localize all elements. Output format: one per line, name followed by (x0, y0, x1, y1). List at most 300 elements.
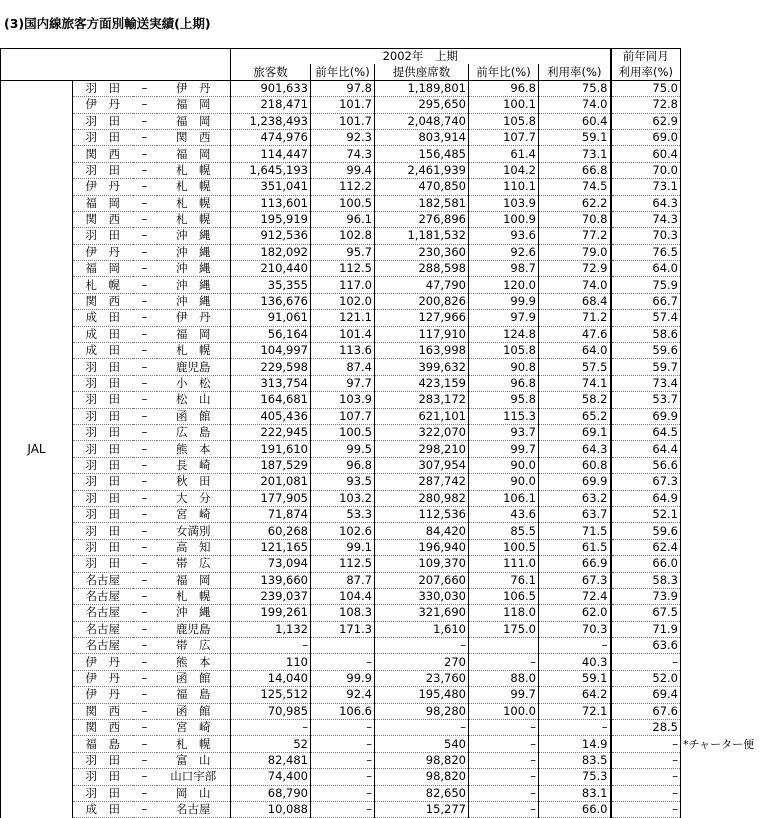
origin-cell: 関 西 (73, 211, 133, 227)
load-factor-cell: 71.5 (539, 523, 611, 539)
seats-yoy-cell: 105.8 (469, 113, 539, 129)
prev-load-factor-cell: 52.0 (611, 670, 681, 686)
route-dash: – (133, 162, 157, 178)
route-dash: – (133, 113, 157, 129)
pax-cell: 73,094 (231, 556, 311, 572)
load-factor-cell: 59.1 (539, 670, 611, 686)
load-factor-cell: 77.2 (539, 228, 611, 244)
col-header-lf-prev: 利用率(%) (611, 64, 681, 80)
origin-cell: 羽 田 (73, 80, 133, 96)
destination-cell: 函 館 (157, 703, 231, 719)
seats-cell: 117,910 (375, 326, 469, 342)
table-row (1, 801, 681, 817)
destination-cell: 札 幌 (157, 211, 231, 227)
load-factor-cell: 73.1 (539, 146, 611, 162)
destination-cell: 大 分 (157, 490, 231, 506)
seats-yoy-cell: 76.1 (469, 572, 539, 588)
seats-cell: 540 (375, 736, 469, 752)
table-row (1, 228, 681, 244)
table-row (1, 720, 681, 736)
seats-cell: 287,742 (375, 474, 469, 490)
pax-yoy-cell: 108.3 (311, 605, 375, 621)
col-header-pax-yoy: 前年比(%) (311, 64, 375, 80)
pax-yoy-cell: 96.1 (311, 211, 375, 227)
route-dash: – (133, 129, 157, 145)
destination-cell: 福 岡 (157, 146, 231, 162)
seats-yoy-cell: 100.9 (469, 211, 539, 227)
seats-cell: 2,461,939 (375, 162, 469, 178)
load-factor-cell: 70.3 (539, 621, 611, 637)
load-factor-cell: 63.7 (539, 506, 611, 522)
origin-cell: 羽 田 (73, 375, 133, 391)
origin-cell: 札 幌 (73, 277, 133, 293)
origin-cell: 名古屋 (73, 621, 133, 637)
seats-yoy-cell: 99.9 (469, 293, 539, 309)
load-factor-cell: 70.8 (539, 211, 611, 227)
origin-cell: 羽 田 (73, 769, 133, 785)
prev-load-factor-cell: 62.4 (611, 539, 681, 555)
table-row (1, 277, 681, 293)
prev-load-factor-cell: 64.3 (611, 195, 681, 211)
origin-cell: 伊 丹 (73, 670, 133, 686)
prev-load-factor-cell: 64.4 (611, 441, 681, 457)
table-body (1, 80, 681, 818)
prev-load-factor-cell: 58.3 (611, 572, 681, 588)
destination-cell: 長 崎 (157, 457, 231, 473)
seats-cell: 182,581 (375, 195, 469, 211)
origin-cell: 関 西 (73, 703, 133, 719)
load-factor-cell: 61.5 (539, 539, 611, 555)
table-row (1, 343, 681, 359)
destination-cell: 名古屋 (157, 801, 231, 817)
prev-load-factor-cell: 72.8 (611, 97, 681, 113)
pax-yoy-cell: 102.0 (311, 293, 375, 309)
prev-load-factor-cell: 69.9 (611, 408, 681, 424)
route-dash: – (133, 752, 157, 768)
load-factor-cell: 72.9 (539, 261, 611, 277)
origin-cell: 名古屋 (73, 638, 133, 654)
origin-cell: 伊 丹 (73, 179, 133, 195)
charter-note: *チャーター便 (683, 737, 755, 751)
col-header-pax: 旅客数 (231, 64, 311, 80)
pax-yoy-cell: 100.5 (311, 424, 375, 440)
destination-cell: 広 島 (157, 424, 231, 440)
destination-cell: 鹿児島 (157, 621, 231, 637)
pax-yoy-cell: 103.9 (311, 392, 375, 408)
table-row (1, 588, 681, 604)
seats-cell: 230,360 (375, 244, 469, 260)
destination-cell: 福 岡 (157, 572, 231, 588)
pax-yoy-cell: – (311, 654, 375, 670)
origin-cell: 福 島 (73, 736, 133, 752)
load-factor-cell: 64.0 (539, 343, 611, 359)
route-dash: – (133, 605, 157, 621)
table-row (1, 687, 681, 703)
table-row (1, 457, 681, 473)
load-factor-cell: 66.8 (539, 162, 611, 178)
pax-yoy-cell: 107.7 (311, 408, 375, 424)
seats-cell: 295,650 (375, 97, 469, 113)
load-factor-cell: 79.0 (539, 244, 611, 260)
route-dash: – (133, 375, 157, 391)
pax-cell: 229,598 (231, 359, 311, 375)
origin-cell: 関 西 (73, 293, 133, 309)
pax-yoy-cell: 87.7 (311, 572, 375, 588)
load-factor-cell: 72.4 (539, 588, 611, 604)
destination-cell: 山口宇部 (157, 769, 231, 785)
origin-cell: 伊 丹 (73, 654, 133, 670)
table-row (1, 310, 681, 326)
pax-yoy-cell: 117.0 (311, 277, 375, 293)
route-dash: – (133, 457, 157, 473)
seats-yoy-cell: 115.3 (469, 408, 539, 424)
prev-load-factor-cell: 59.6 (611, 343, 681, 359)
origin-cell: 関 西 (73, 720, 133, 736)
pax-yoy-cell: 87.4 (311, 359, 375, 375)
origin-cell: 羽 田 (73, 441, 133, 457)
route-dash: – (133, 195, 157, 211)
load-factor-cell: 62.0 (539, 605, 611, 621)
seats-yoy-cell: 90.8 (469, 359, 539, 375)
pax-yoy-cell: 102.8 (311, 228, 375, 244)
seats-cell: 163,998 (375, 343, 469, 359)
pax-cell: 901,633 (231, 80, 311, 96)
load-factor-cell: 83.5 (539, 752, 611, 768)
prev-load-factor-cell: 53.7 (611, 392, 681, 408)
seats-yoy-cell: 90.0 (469, 457, 539, 473)
route-dash: – (133, 293, 157, 309)
seats-yoy-cell: 118.0 (469, 605, 539, 621)
route-dash: – (133, 392, 157, 408)
prev-load-factor-cell: 70.3 (611, 228, 681, 244)
prev-year-header: 前年同月 (611, 49, 681, 65)
route-dash: – (133, 785, 157, 801)
route-dash: – (133, 539, 157, 555)
seats-yoy-cell: 110.1 (469, 179, 539, 195)
prev-load-factor-cell: 66.0 (611, 556, 681, 572)
seats-cell: 621,101 (375, 408, 469, 424)
prev-load-factor-cell: 60.4 (611, 146, 681, 162)
origin-cell: 羽 田 (73, 392, 133, 408)
load-factor-cell: 74.0 (539, 277, 611, 293)
seats-cell: 330,030 (375, 588, 469, 604)
load-factor-cell: 74.1 (539, 375, 611, 391)
prev-load-factor-cell: – (611, 752, 681, 768)
load-factor-cell: 14.9 (539, 736, 611, 752)
prev-load-factor-cell: 64.0 (611, 261, 681, 277)
pax-cell: 136,676 (231, 293, 311, 309)
route-dash: – (133, 146, 157, 162)
pax-cell: 1,645,193 (231, 162, 311, 178)
pax-yoy-cell: 106.6 (311, 703, 375, 719)
pax-yoy-cell: 171.3 (311, 621, 375, 637)
pax-cell: 14,040 (231, 670, 311, 686)
load-factor-cell: – (539, 638, 611, 654)
prev-load-factor-cell: 75.0 (611, 80, 681, 96)
prev-load-factor-cell: 70.0 (611, 162, 681, 178)
route-dash: – (133, 424, 157, 440)
pax-cell: 68,790 (231, 785, 311, 801)
seats-yoy-cell: 93.6 (469, 228, 539, 244)
seats-cell: 321,690 (375, 605, 469, 621)
table-row (1, 474, 681, 490)
prev-load-factor-cell: 74.3 (611, 211, 681, 227)
prev-load-factor-cell: 59.7 (611, 359, 681, 375)
origin-cell: 福 岡 (73, 261, 133, 277)
load-factor-cell: 72.1 (539, 703, 611, 719)
table-row (1, 408, 681, 424)
seats-yoy-cell (469, 638, 539, 654)
seats-cell: 82,650 (375, 785, 469, 801)
seats-cell: 1,181,532 (375, 228, 469, 244)
table-row (1, 293, 681, 309)
destination-cell: 函 館 (157, 670, 231, 686)
load-factor-cell: 75.3 (539, 769, 611, 785)
col-header-seats: 提供座席数 (375, 64, 469, 80)
pax-cell: 222,945 (231, 424, 311, 440)
prev-load-factor-cell: – (611, 801, 681, 817)
seats-yoy-cell: 100.0 (469, 703, 539, 719)
table-row (1, 769, 681, 785)
destination-cell: 松 山 (157, 392, 231, 408)
seats-yoy-cell: 90.0 (469, 474, 539, 490)
origin-cell: 成 田 (73, 801, 133, 817)
destination-cell: 沖 縄 (157, 244, 231, 260)
route-dash: – (133, 211, 157, 227)
seats-cell: 1,610 (375, 621, 469, 637)
destination-cell: 熊 本 (157, 441, 231, 457)
pax-yoy-cell: – (311, 752, 375, 768)
prev-load-factor-cell: 59.6 (611, 523, 681, 539)
pax-cell: 164,681 (231, 392, 311, 408)
seats-yoy-cell: 107.7 (469, 129, 539, 145)
table-row (1, 211, 681, 227)
route-dash: – (133, 687, 157, 703)
prev-load-factor-cell: 64.9 (611, 490, 681, 506)
seats-yoy-cell: 61.4 (469, 146, 539, 162)
pax-yoy-cell: 99.1 (311, 539, 375, 555)
load-factor-cell: 71.2 (539, 310, 611, 326)
table-row (1, 654, 681, 670)
seats-cell: 112,536 (375, 506, 469, 522)
origin-cell: 成 田 (73, 326, 133, 342)
table-row (1, 424, 681, 440)
origin-cell: 羽 田 (73, 523, 133, 539)
seats-cell: 270 (375, 654, 469, 670)
pax-cell: 60,268 (231, 523, 311, 539)
pax-cell: 70,985 (231, 703, 311, 719)
prev-load-factor-cell: 71.9 (611, 621, 681, 637)
seats-yoy-cell: 92.6 (469, 244, 539, 260)
seats-yoy-cell: 100.5 (469, 539, 539, 555)
pax-cell: 187,529 (231, 457, 311, 473)
seats-cell: 470,850 (375, 179, 469, 195)
prev-load-factor-cell: 69.4 (611, 687, 681, 703)
destination-cell: 札 幌 (157, 736, 231, 752)
load-factor-cell: 40.3 (539, 654, 611, 670)
origin-cell: 羽 田 (73, 457, 133, 473)
route-dash: – (133, 474, 157, 490)
table-row (1, 506, 681, 522)
seats-yoy-cell: 111.0 (469, 556, 539, 572)
seats-yoy-cell: 106.1 (469, 490, 539, 506)
table-row (1, 129, 681, 145)
origin-cell: 伊 丹 (73, 687, 133, 703)
pax-yoy-cell: 112.2 (311, 179, 375, 195)
destination-cell: 沖 縄 (157, 605, 231, 621)
col-header-lf: 利用率(%) (539, 64, 611, 80)
destination-cell: 宮 崎 (157, 506, 231, 522)
route-dash: – (133, 80, 157, 96)
seats-yoy-cell: 100.1 (469, 97, 539, 113)
prev-load-factor-cell: 52.1 (611, 506, 681, 522)
seats-cell: 23,760 (375, 670, 469, 686)
seats-cell: 280,982 (375, 490, 469, 506)
origin-cell: 羽 田 (73, 424, 133, 440)
load-factor-cell: 66.0 (539, 801, 611, 817)
seats-cell: – (375, 720, 469, 736)
origin-cell: 成 田 (73, 310, 133, 326)
route-dash: – (133, 359, 157, 375)
seats-yoy-cell: 124.8 (469, 326, 539, 342)
origin-cell: 名古屋 (73, 588, 133, 604)
route-dash: – (133, 261, 157, 277)
page-title: (3)国内線旅客方面別輸送実績(上期) (4, 16, 211, 31)
pax-yoy-cell: 99.9 (311, 670, 375, 686)
pax-cell: 91,061 (231, 310, 311, 326)
seats-cell: 283,172 (375, 392, 469, 408)
route-dash: – (133, 670, 157, 686)
prev-load-factor-cell: 76.5 (611, 244, 681, 260)
seats-yoy-cell: – (469, 720, 539, 736)
seats-cell: 98,280 (375, 703, 469, 719)
origin-cell: 羽 田 (73, 408, 133, 424)
seats-cell: 84,420 (375, 523, 469, 539)
pax-yoy-cell: – (311, 736, 375, 752)
pax-cell: 351,041 (231, 179, 311, 195)
seats-yoy-cell: 99.7 (469, 441, 539, 457)
pax-cell: 239,037 (231, 588, 311, 604)
origin-cell: 羽 田 (73, 539, 133, 555)
pax-cell: 139,660 (231, 572, 311, 588)
prev-load-factor-cell: 67.3 (611, 474, 681, 490)
load-factor-cell: 63.2 (539, 490, 611, 506)
table-row (1, 359, 681, 375)
pax-yoy-cell: – (311, 769, 375, 785)
route-dash: – (133, 572, 157, 588)
table-row (1, 162, 681, 178)
load-factor-cell: 64.3 (539, 441, 611, 457)
pax-yoy-cell: 104.4 (311, 588, 375, 604)
destination-cell: 福 岡 (157, 113, 231, 129)
pax-cell: 1,132 (231, 621, 311, 637)
route-dash: – (133, 228, 157, 244)
origin-cell: 羽 田 (73, 474, 133, 490)
origin-cell: 羽 田 (73, 785, 133, 801)
seats-yoy-cell: – (469, 654, 539, 670)
origin-cell: 福 岡 (73, 195, 133, 211)
seats-cell: 98,820 (375, 769, 469, 785)
seats-cell: 288,598 (375, 261, 469, 277)
table-row (1, 97, 681, 113)
route-dash: – (133, 310, 157, 326)
seats-cell: 1,189,801 (375, 80, 469, 96)
pax-cell: 199,261 (231, 605, 311, 621)
seats-yoy-cell: – (469, 752, 539, 768)
prev-load-factor-cell: 75.9 (611, 277, 681, 293)
prev-load-factor-cell: – (611, 654, 681, 670)
pax-cell: 405,436 (231, 408, 311, 424)
seats-yoy-cell: 95.8 (469, 392, 539, 408)
seats-yoy-cell: 97.9 (469, 310, 539, 326)
prev-load-factor-cell: – (611, 736, 681, 752)
load-factor-cell: 60.8 (539, 457, 611, 473)
pax-yoy-cell: 96.8 (311, 457, 375, 473)
route-dash: – (133, 343, 157, 359)
destination-cell: 小 松 (157, 375, 231, 391)
pax-cell: – (231, 638, 311, 654)
pax-yoy-cell: 103.2 (311, 490, 375, 506)
table-row (1, 441, 681, 457)
origin-cell: 羽 田 (73, 162, 133, 178)
seats-cell: 196,940 (375, 539, 469, 555)
pax-cell: 104,997 (231, 343, 311, 359)
destination-cell: 熊 本 (157, 654, 231, 670)
seats-yoy-cell: 104.2 (469, 162, 539, 178)
route-dash: – (133, 638, 157, 654)
seats-yoy-cell: 106.5 (469, 588, 539, 604)
pax-cell: 52 (231, 736, 311, 752)
route-dash: – (133, 588, 157, 604)
table-row (1, 179, 681, 195)
table-row (1, 326, 681, 342)
seats-cell: 200,826 (375, 293, 469, 309)
pax-yoy-cell: 102.6 (311, 523, 375, 539)
origin-cell: 羽 田 (73, 752, 133, 768)
seats-yoy-cell: – (469, 736, 539, 752)
pax-yoy-cell (311, 638, 375, 654)
prev-load-factor-cell: 64.5 (611, 424, 681, 440)
destination-cell: 女満別 (157, 523, 231, 539)
table-row (1, 572, 681, 588)
load-factor-cell: 68.4 (539, 293, 611, 309)
destination-cell: 岡 山 (157, 785, 231, 801)
pax-cell: 74,400 (231, 769, 311, 785)
origin-cell: 羽 田 (73, 129, 133, 145)
route-dash: – (133, 441, 157, 457)
destination-cell: 高 知 (157, 539, 231, 555)
destination-cell: 帯 広 (157, 556, 231, 572)
table-row (1, 605, 681, 621)
prev-load-factor-cell: 69.0 (611, 129, 681, 145)
seats-yoy-cell: 105.8 (469, 343, 539, 359)
load-factor-cell: 75.8 (539, 80, 611, 96)
pax-yoy-cell: 92.4 (311, 687, 375, 703)
origin-cell: 名古屋 (73, 572, 133, 588)
pax-cell: 313,754 (231, 375, 311, 391)
route-dash: – (133, 408, 157, 424)
pax-yoy-cell: 97.8 (311, 80, 375, 96)
prev-load-factor-cell: 67.6 (611, 703, 681, 719)
prev-load-factor-cell: 28.5 (611, 720, 681, 736)
table-row (1, 195, 681, 211)
airline-label: JAL (1, 80, 73, 818)
pax-cell: 110 (231, 654, 311, 670)
prev-load-factor-cell: – (611, 769, 681, 785)
pax-cell: 114,447 (231, 146, 311, 162)
pax-cell: 82,481 (231, 752, 311, 768)
seats-cell: 423,159 (375, 375, 469, 391)
